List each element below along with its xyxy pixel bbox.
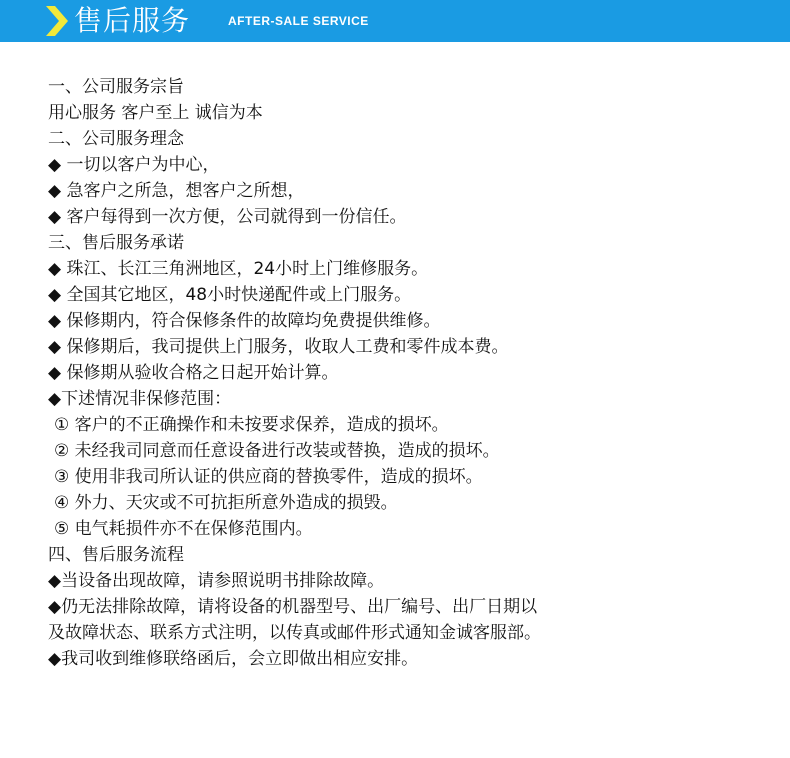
text-line: 及故障状态、联系方式注明，以传真或邮件形式通知金诚客服部。 xyxy=(48,623,541,643)
bullet-line: ◆ 全国其它地区，48小时快递配件或上门服务。 xyxy=(48,285,412,305)
text-line: 用心服务 客户至上 诚信为本 xyxy=(48,103,263,123)
section-heading: 二、公司服务理念 xyxy=(48,129,184,149)
numbered-line: ⑤ 电气耗损件亦不在保修范围内。 xyxy=(54,519,313,539)
bullet-line: ◆仍无法排除故障，请将设备的机器型号、出厂编号、出厂日期以 xyxy=(48,597,538,617)
bullet-line: ◆ 珠江、长江三角洲地区，24小时上门维修服务。 xyxy=(48,259,429,279)
bullet-line: ◆ 保修期内，符合保修条件的故障均免费提供维修。 xyxy=(48,311,441,331)
numbered-line: ① 客户的不正确操作和未按要求保养，造成的损坏。 xyxy=(54,415,449,435)
bullet-line: ◆当设备出现故障，请参照说明书排除故障。 xyxy=(48,571,385,591)
header-bar xyxy=(0,0,790,42)
service-text xyxy=(48,74,778,672)
bullet-line: ◆ 保修期从验收合格之日起开始计算。 xyxy=(48,363,339,383)
numbered-line: ③ 使用非我司所认证的供应商的替换零件，造成的损坏。 xyxy=(54,467,483,487)
bullet-line: ◆我司收到维修联络函后，会立即做出相应安排。 xyxy=(48,649,419,669)
section-heading: 一、公司服务宗旨 xyxy=(48,77,184,97)
bullet-line: ◆下述情况非保修范围： xyxy=(48,389,232,409)
section-heading: 四、售后服务流程 xyxy=(48,545,184,565)
numbered-line: ② 未经我司同意而任意设备进行改装或替换，造成的损坏。 xyxy=(54,441,500,461)
bullet-line: ◆ 客户每得到一次方便，公司就得到一份信任。 xyxy=(48,207,407,227)
chevron-right-icon xyxy=(44,4,70,38)
page-subtitle: AFTER-SALE SERVICE xyxy=(228,14,369,28)
bullet-line: ◆ 急客户之所急，想客户之所想， xyxy=(48,181,305,201)
bullet-line: ◆ 一切以客户为中心， xyxy=(48,155,220,175)
numbered-line: ④ 外力、天灾或不可抗拒所意外造成的损毁。 xyxy=(54,493,398,513)
section-heading: 三、售后服务承诺 xyxy=(48,233,184,253)
bullet-line: ◆ 保修期后，我司提供上门服务，收取人工费和零件成本费。 xyxy=(48,337,509,357)
page-title: 售后服务 xyxy=(74,4,191,37)
